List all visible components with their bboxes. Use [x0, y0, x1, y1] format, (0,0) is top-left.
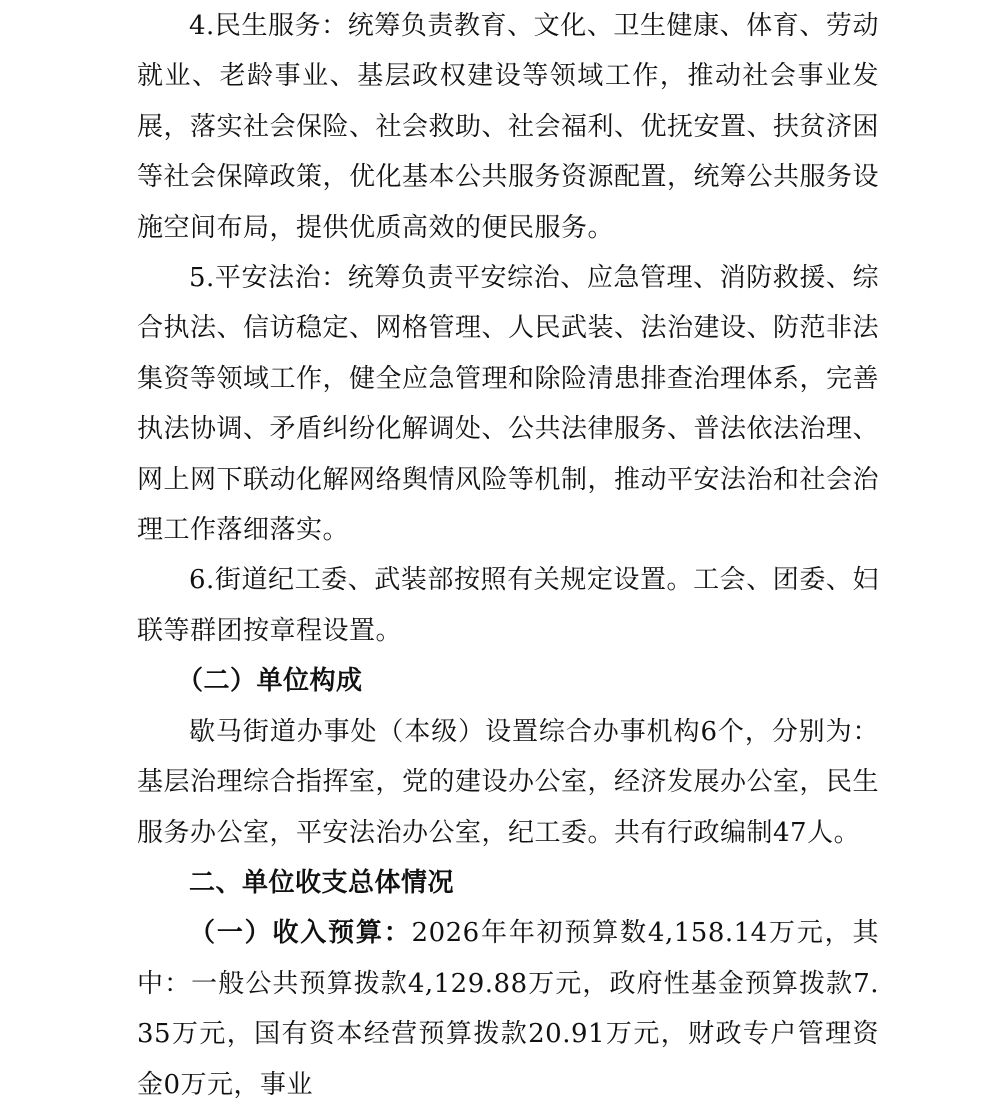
- paragraph-discipline-armed-dept: 6.街道纪工委、武装部按照有关规定设置。工会、团委、妇联等群团按章程设置。: [137, 565, 879, 646]
- heading-income-expenditure: 二、单位收支总体情况: [189, 867, 455, 898]
- income-budget-text: 2026年年初预算数4,158.14万元，其中：一般公共预算拨款4,129.88万元，政府性基金预算拨款7.35万元，国有资本经营预算拨款20.91万元，财政专户管理资金0万元，事业: [137, 918, 879, 1100]
- heading-unit-composition: （二）单位构成: [177, 666, 363, 697]
- paragraph-livelihood-services: 4.民生服务：统筹负责教育、文化、卫生健康、体育、劳动就业、老龄事业、基层政权建设等领域工作，推动社会事业发展，落实社会保险、社会救助、社会福利、优抚安置、扶贫济困等社会保障政策，优化基本公共服务资源配置，统筹公共服务设施空间布局，提供优质高效的便民服务。: [137, 11, 880, 243]
- paragraph-safety-rule-of-law: 5.平安法治：统筹负责平安综治、应急管理、消防救援、综合执法、信访稳定、网格管理、人民武装、法治建设、防范非法集资等领域工作，健全应急管理和除险清患排查治理体系，完善执法协调、矛盾纠纷化解调处、公共法律服务、普法依法治理、网上网下联动化解网络舆情风险等机制，推动平安法治和社会治理工作落细落实。: [137, 263, 880, 546]
- paragraph-unit-composition: 歇马街道办事处（本级）设置综合办事机构6个，分别为：基层治理综合指挥室，党的建设办公室，经济发展办公室，民生服务办公室，平安法治办公室，纪工委。共有行政编制47人。: [137, 716, 880, 848]
- document-body: [137, 0, 879, 1110]
- paragraph-income-budget: [137, 908, 879, 1110]
- income-budget-label: （一）收入预算：: [189, 918, 412, 949]
